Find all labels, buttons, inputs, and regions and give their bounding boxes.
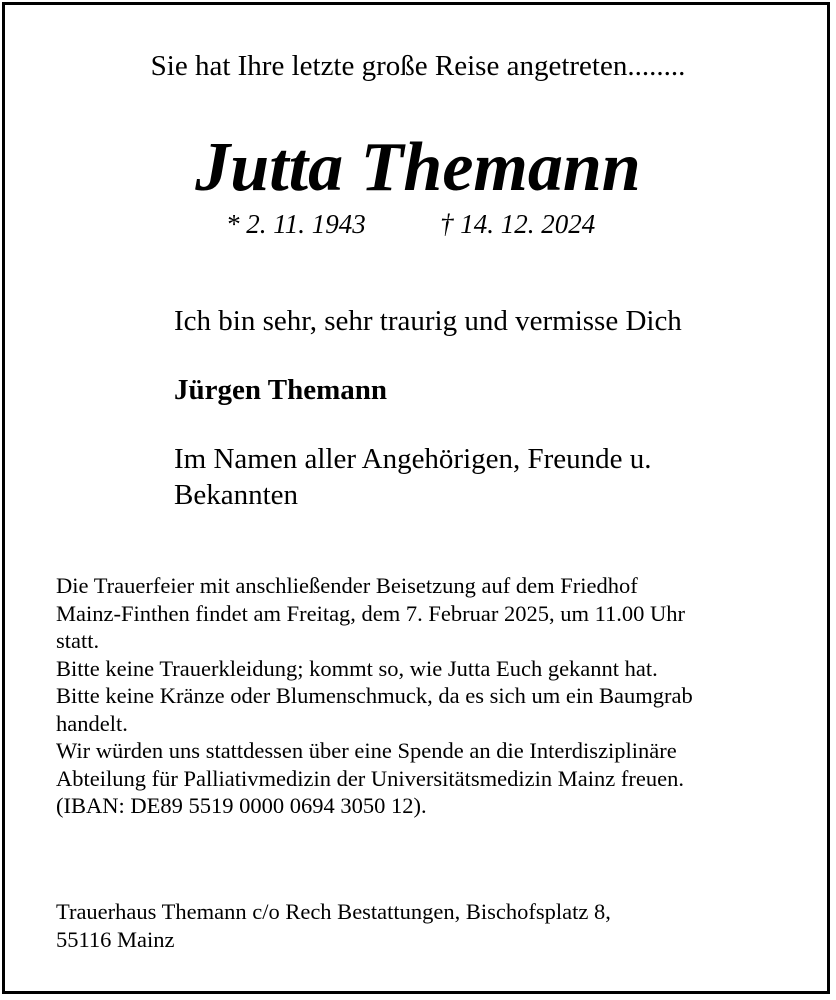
intro-line: Sie hat Ihre letzte große Reise angetreten........	[150, 50, 686, 82]
details-line: statt.	[56, 628, 100, 653]
behalf-line: Im Namen aller Angehörigen, Freunde u.	[174, 443, 652, 475]
personal-message: Ich bin sehr, sehr traurig und vermisse Dich	[174, 305, 682, 337]
details-line: Bitte keine Trauerkleidung; kommt so, wie Jutta Euch gekannt hat.	[56, 655, 658, 681]
behalf-line: Bekannten	[174, 479, 299, 511]
funeral-details	[56, 572, 693, 820]
details-line: Abteilung für Palliativmedizin der Universitätsmedizin Mainz freuen.	[56, 765, 684, 791]
deceased-name: Jutta Themann	[195, 129, 641, 206]
details-line: Die Trauerfeier mit anschließender Beisetzung auf dem Friedhof	[56, 573, 638, 598]
details-line: handelt.	[56, 710, 128, 736]
address-line: 55116 Mainz	[56, 926, 175, 952]
address-line: Trauerhaus Themann c/o Rech Bestattungen, Bischofsplatz 8,	[56, 899, 611, 924]
details-line: Wir würden uns stattdessen über eine Spende an die Interdisziplinäre	[56, 738, 677, 763]
details-line: (IBAN: DE89 5519 0000 0694 3050 12).	[56, 793, 427, 818]
details-line: Mainz-Finthen findet am Freitag, dem 7. Februar 2025, um 11.00 Uhr	[56, 600, 686, 626]
mourning-address	[56, 898, 611, 953]
behalf-text	[174, 441, 652, 513]
signer-name: Jürgen Themann	[174, 374, 387, 406]
details-line: Bitte keine Kränze oder Blumenschmuck, da es sich um ein Baumgrab	[56, 683, 693, 708]
death-date: † 14. 12. 2024	[440, 209, 596, 239]
birth-date: * 2. 11. 1943	[226, 209, 366, 239]
